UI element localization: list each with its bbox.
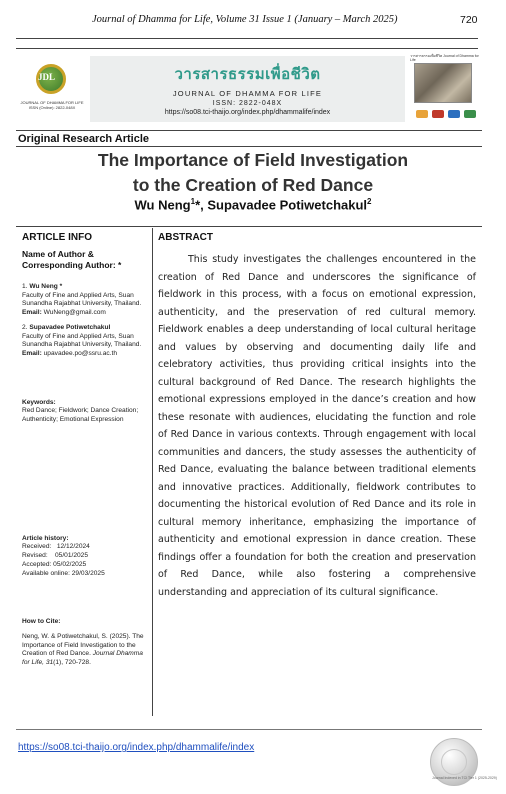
- author-2-email-label: Email:: [22, 349, 42, 357]
- author-line: [0, 197, 506, 212]
- footer-journal-link[interactable]: https://so08.tci-thaijo.org/index.php/dhammalife/index: [18, 742, 255, 753]
- author-1-block: [22, 283, 148, 318]
- banner-title-block: [90, 56, 405, 122]
- english-journal-title: JOURNAL OF DHAMMA FOR LIFE: [172, 89, 323, 98]
- cover-caption: วารสารธรรมเพื่อชีวิต Journal of Dhamma for Life: [410, 54, 479, 62]
- article-title: [0, 148, 506, 198]
- jdl-logo: [16, 60, 88, 120]
- received-date: Received: 12/12/2024: [22, 543, 90, 551]
- author-2-number: 2.: [22, 323, 28, 331]
- article-history-block: [22, 535, 148, 579]
- author-1-name: Wu Neng: [134, 197, 191, 213]
- journal-banner: [16, 54, 482, 126]
- citation-journal: Journal Dhamma for Life, 31: [22, 650, 143, 667]
- journal-cover: [406, 54, 482, 126]
- article-type: Original Research Article: [18, 133, 150, 145]
- section-rule: [16, 226, 482, 227]
- author-2-name: Supavadee Potiwetchakul: [207, 197, 368, 213]
- author-2-info-name: Supavadee Potiwetchakul: [29, 323, 111, 331]
- citation-block: [22, 618, 148, 668]
- header-rule: [16, 38, 478, 39]
- article-info-heading: ARTICLE INFO: [22, 232, 92, 243]
- keywords-list: Red Dance; Fieldwork; Dance Creation; Authenticity; Emotional Expression: [22, 407, 139, 424]
- column-divider: [152, 228, 153, 716]
- jdl-logo-caption: JOURNAL OF DHAMMA FOR LIFE ISSN (Online): 2822-048X: [20, 100, 84, 110]
- available-date: Available online: 29/03/2025: [22, 569, 105, 577]
- cover-image: [414, 63, 472, 103]
- author-1-email-label: Email:: [22, 309, 42, 317]
- author-2-email: upavadee.po@ssru.ac.th: [43, 349, 118, 357]
- abstract-text: This study investigates the challenges encountered in the creation of Red Dance and underscores the significance of fieldwork in this process, with a focus on emotional expression, authenticity, and the preservation of red cultural memory. Fieldwork enables a deep understanding of local cultural heritage and values by observing and documenting daily life and celebratory activities, thus providing critical insights into the cultural background of Red Dance. The research highlights the emotional expressions employed in the dance’s creation and how these resonate with audiences, elucidating the function and role of Red Dance in various contexts. Through engagement with local communities and dancers, the study assesses the authenticity of Red Dance, evaluating the balance between traditional elements and innovative practices. Additionally, fieldwork contributes to documenting the historical evolution of Red Dance and its role in cultural memory inheritance, emphasizing the importance of authenticity and emotional expression in dance creation. These findings offer a foundation for both the creation and preservation of Red Dance, while also fostering a comprehensive understanding and appreciation of its cultural significance.: [158, 254, 476, 598]
- author-1-info-name: Wu Neng *: [29, 283, 63, 290]
- journal-issn: ISSN: 2822-048X: [212, 100, 283, 107]
- title-line-1: The Importance of Field Investigation: [97, 150, 409, 170]
- banner-rule: [16, 130, 482, 131]
- author-1-affiliation-mark: 1: [190, 197, 196, 206]
- author-1-email: WuNeng@gmail.com: [43, 309, 106, 317]
- thaijo-logo-icon: [448, 110, 460, 118]
- author-2-affiliation-mark: 2: [367, 197, 372, 206]
- article-history-label: Article history:: [22, 534, 69, 542]
- index-logo-icon: [416, 110, 428, 118]
- tci-logo-icon: [432, 110, 444, 118]
- open-access-icon: [464, 110, 476, 118]
- corresponding-author-label: Name of Author & Corresponding Author: *: [22, 249, 122, 270]
- author-separator: ,: [200, 197, 208, 213]
- keywords-block: [22, 399, 148, 425]
- header-rule-secondary: [16, 48, 478, 49]
- corresponding-mark: *: [195, 197, 201, 213]
- citation-pages: (1), 720-728.: [53, 659, 91, 667]
- article-info-column: [22, 232, 148, 668]
- author-2-affiliation: Faculty of Fine and Applied Arts, Suan Sunandha Rajabhat University, Thailand.: [22, 332, 142, 349]
- running-header: [0, 14, 506, 30]
- indexing-logos: [412, 108, 478, 120]
- author-1-affiliation: Faculty of Fine and Applied Arts, Suan Sunandha Rajabhat University, Thailand.: [22, 291, 142, 308]
- banner-url: https://so08.tci-thaijo.org/index.php/dhammalife/index: [164, 109, 331, 116]
- revised-date: Revised: 05/01/2025: [22, 552, 88, 560]
- badge-inner-ring: [441, 749, 467, 775]
- footer-rule: [16, 729, 482, 730]
- accepted-date: Accepted: 05/02/2025: [22, 560, 87, 568]
- thai-journal-title: วารสารธรรมเพื่อชีวิต: [174, 65, 321, 83]
- article-type-rule: [16, 146, 482, 147]
- journal-running-title: Journal of Dhamma for Life, Volume 31 Issue 1 (January – March 2025): [92, 14, 398, 25]
- citation-label: How to Cite:: [22, 618, 61, 626]
- title-line-2: to the Creation of Red Dance: [132, 175, 374, 195]
- badge-caption: Journal Indexed in TCI Tier 1 (2025-2029): [432, 776, 497, 780]
- abstract-column: [158, 232, 476, 601]
- author-1-number: 1.: [22, 283, 28, 290]
- jdl-logo-text: JDL: [38, 72, 56, 82]
- abstract-heading: ABSTRACT: [158, 232, 213, 243]
- keywords-label: Keywords:: [22, 398, 56, 406]
- page-number: 720: [460, 14, 478, 26]
- author-2-block: [22, 324, 148, 359]
- citation-body: Neng, W. & Potiwetchakul, S. (2025). The Importance of Field Investigation to the Creation of Red Dance.: [22, 632, 144, 658]
- citation-text: [22, 633, 148, 668]
